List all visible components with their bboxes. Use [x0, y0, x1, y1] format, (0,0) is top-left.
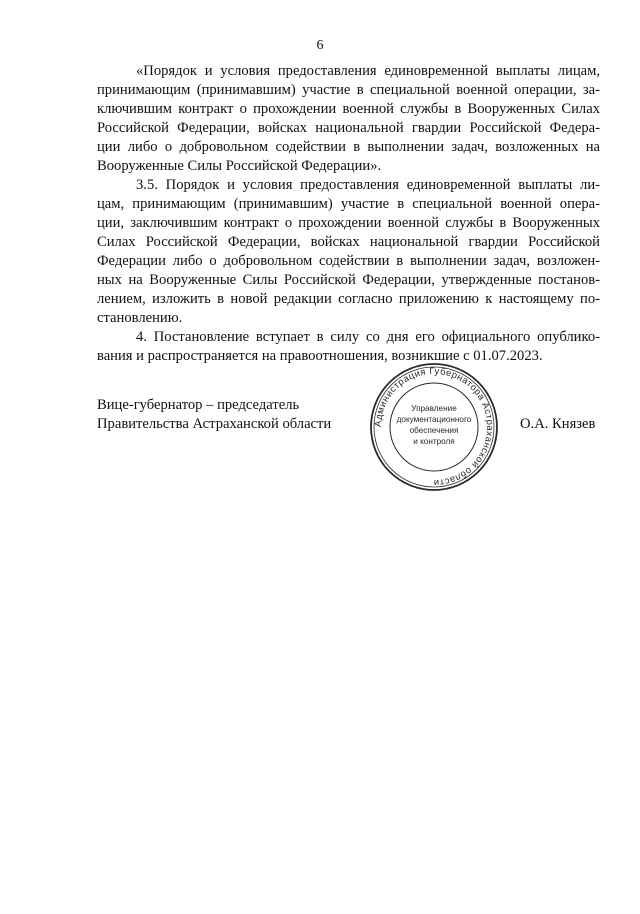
stamp-ring-text: Администрация Губернатора Астраханской области [371, 364, 497, 490]
page-number: 6 [316, 38, 324, 53]
text-line: ции, заключившим контракт о прохождении военной службы в Вооруженных [97, 215, 600, 231]
signer-name: О.А. Князев [520, 416, 596, 432]
text-line: Федерации либо о добровольном содействии в выполнении задач, возложен- [97, 253, 600, 269]
stamp-center-line: и контроля [413, 437, 455, 446]
text-line: Силах Российской Федерации, войсках национальной гвардии Российской [97, 234, 600, 250]
text-line: Вооруженные Силы Российской Федерации». [97, 158, 382, 174]
signer-position-line2: Правительства Астраханской области [97, 416, 332, 432]
stamp-center-line: документационного [396, 415, 472, 424]
text-line: ных на Вооруженные Силы Российской Федерации, утвержденные постанов- [97, 272, 600, 288]
official-seal-stamp [369, 362, 499, 492]
stamp-center-line: обеспечения [409, 426, 459, 435]
text-line: лением, изложить в новой редакции согласно приложению к настоящему по- [97, 291, 600, 307]
text-line: 4. Постановление вступает в силу со дня его официального опублико- [136, 329, 600, 345]
text-line: ции либо о добровольном содействии в выполнении задач, возложенных на [97, 139, 600, 155]
text-line: ключившим контракт о прохождении военной службы в Вооруженных Силах [97, 101, 600, 117]
stamp-center-line: Управление [411, 404, 457, 413]
text-line: вания и распространяется на правоотношения, возникшие с 01.07.2023. [97, 348, 543, 364]
text-line: становлению. [97, 310, 183, 326]
text-line: «Порядок и условия предоставления единовременной выплаты лицам, [136, 63, 600, 79]
text-line: принимающим (принимавшим) участие в специальной военной операции, за- [97, 82, 600, 98]
text-line: Российской Федерации, войсках национальной гвардии Российской Федера- [97, 120, 600, 136]
signer-position-line1: Вице-губернатор – председатель [97, 397, 300, 413]
text-line: 3.5. Порядок и условия предоставления единовременной выплаты ли- [136, 177, 600, 193]
text-line: цам, принимающим (принимавшим) участие в специальной военной опера- [97, 196, 600, 212]
